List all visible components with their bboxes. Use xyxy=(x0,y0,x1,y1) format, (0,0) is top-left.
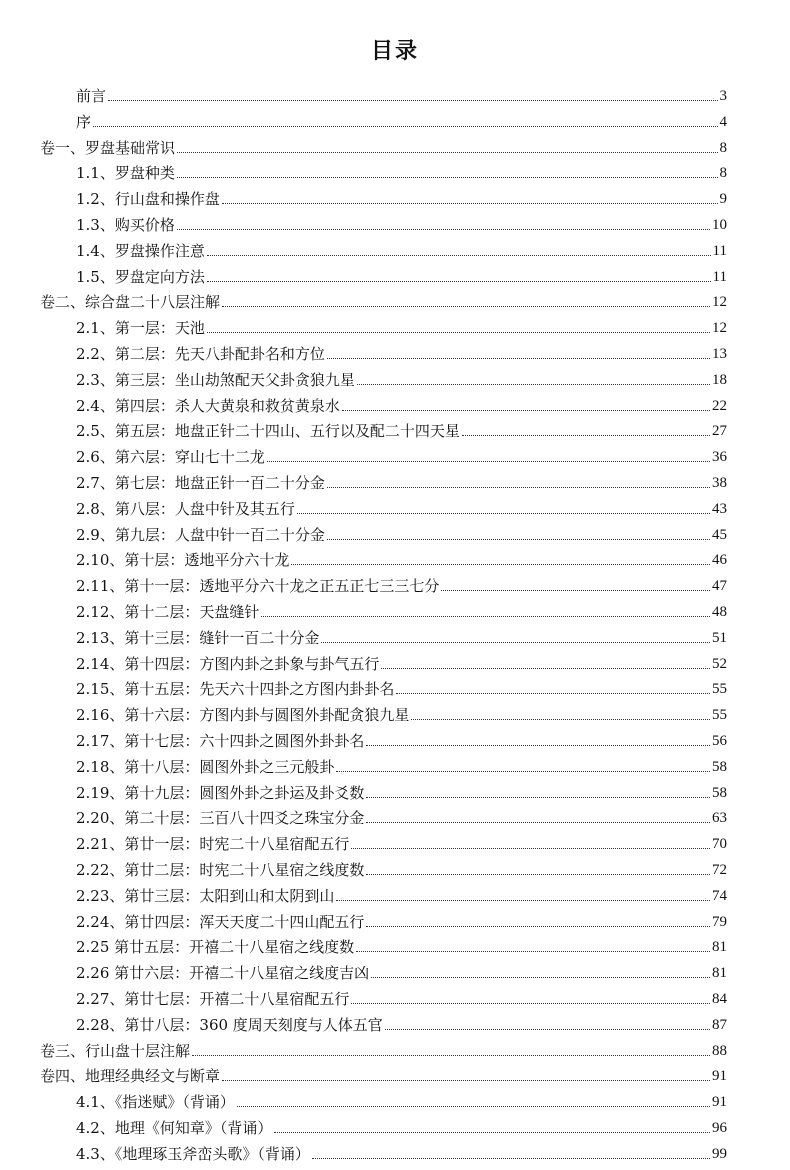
dot-leader xyxy=(207,255,711,256)
toc-entry-page-number: 48 xyxy=(712,604,727,620)
toc-section-entry[interactable] xyxy=(76,189,727,209)
toc-entry-label: 2.13、第十三层：缝针一百二十分金 xyxy=(76,628,320,647)
toc-entry-label: 2.11、第十一层：透地平分六十龙之正五正七三三七分 xyxy=(76,577,440,596)
toc-entry-page-number: 63 xyxy=(712,810,727,827)
toc-entry-label: 1.2、行山盘和操作盘 xyxy=(76,190,220,209)
toc-entry-page-number: 84 xyxy=(712,991,727,1007)
dot-leader xyxy=(327,539,710,540)
toc-entry-page-number: 58 xyxy=(712,784,727,801)
toc-entry-page-number: 45 xyxy=(712,526,727,543)
dot-leader xyxy=(261,616,710,617)
toc-section-entry[interactable] xyxy=(76,499,727,519)
dot-leader xyxy=(356,951,710,952)
toc-entry-page-number: 27 xyxy=(712,423,727,440)
toc-section-entry[interactable] xyxy=(76,963,727,983)
toc-entry-page-number: 46 xyxy=(712,552,727,569)
dot-leader xyxy=(267,461,710,462)
toc-entry-label: 2.18、第十八层：圆图外卦之三元般卦 xyxy=(76,757,335,776)
toc-section-entry[interactable] xyxy=(76,112,727,132)
dot-leader xyxy=(207,332,710,333)
toc-entry-page-number: 11 xyxy=(712,242,727,259)
toc-entry-label: 前言 xyxy=(76,87,107,105)
dot-leader xyxy=(336,900,710,901)
dot-leader xyxy=(192,1055,710,1056)
toc-entry-page-number: 81 xyxy=(712,965,727,982)
toc-section-entry[interactable] xyxy=(76,1144,727,1164)
toc-entry-label: 2.9、第九层：人盘中针一百二十分金 xyxy=(76,525,325,544)
toc-entry-label: 1.4、罗盘操作注意 xyxy=(76,241,205,260)
toc-section-entry[interactable] xyxy=(76,1118,727,1138)
toc-entry-label: 2.12、第十二层：天盘缝针 xyxy=(76,603,260,621)
toc-entry-page-number: 51 xyxy=(712,629,727,646)
toc-entry-label: 4.3、《地理琢玉斧峦头歌》（背诵） xyxy=(76,1144,310,1163)
dot-leader xyxy=(351,1003,710,1004)
toc-entry-page-number: 12 xyxy=(712,294,727,311)
toc-section-entry[interactable] xyxy=(76,1015,727,1035)
page-title: 目录 xyxy=(370,39,419,64)
toc-section-entry[interactable] xyxy=(76,447,727,467)
toc-entry-label: 2.4、第四层：杀人大黄泉和救贫黄泉水 xyxy=(76,396,340,415)
toc-entry-page-number: 70 xyxy=(712,836,727,853)
dot-leader xyxy=(381,668,710,669)
toc-entry-page-number: 36 xyxy=(712,449,727,466)
toc-section-entry[interactable] xyxy=(76,370,727,390)
toc-section-entry[interactable] xyxy=(76,86,727,106)
dot-leader xyxy=(207,281,711,282)
toc-entry-label: 2.10、第十层：透地平分六十龙 xyxy=(76,551,290,570)
toc-entry-label: 2.24、第廿四层：浑天天度二十四山配五行 xyxy=(76,912,365,931)
toc-entry-page-number: 96 xyxy=(712,1120,727,1136)
toc-entry-label: 1.3、购买价格 xyxy=(76,216,175,234)
toc-section-entry[interactable] xyxy=(76,860,727,880)
dot-leader xyxy=(462,435,710,436)
toc-section-entry[interactable] xyxy=(76,525,727,545)
dot-leader xyxy=(177,152,717,153)
toc-entry-page-number: 72 xyxy=(712,862,727,878)
dot-leader xyxy=(327,487,710,488)
toc-entry-label: 2.2、第二层：先天八卦配卦名和方位 xyxy=(76,345,325,363)
toc-entry-page-number: 12 xyxy=(712,320,727,337)
dot-leader xyxy=(177,229,710,230)
toc-entry-label: 2.19、第十九层：圆图外卦之卦运及卦爻数 xyxy=(76,783,365,802)
toc-entry-page-number: 55 xyxy=(712,681,727,698)
dot-leader xyxy=(222,306,710,307)
toc-section-entry[interactable] xyxy=(76,602,727,622)
toc-entry-page-number: 8 xyxy=(719,165,727,182)
toc-section-entry[interactable] xyxy=(76,550,727,570)
toc-chapter-entry[interactable] xyxy=(40,292,727,312)
toc-section-entry[interactable] xyxy=(76,783,727,803)
dot-leader xyxy=(93,126,717,127)
toc-entry-label: 2.1、第一层：天池 xyxy=(76,319,205,338)
toc-entry-label: 2.22、第廿二层：时宪二十八星宿之线度数 xyxy=(76,861,365,879)
dot-leader xyxy=(222,203,718,204)
dot-leader xyxy=(291,564,710,565)
dot-leader xyxy=(366,822,710,823)
dot-leader xyxy=(297,513,710,514)
toc-entry-page-number: 9 xyxy=(719,191,727,208)
toc-section-entry[interactable] xyxy=(76,731,727,751)
toc-entry-page-number: 87 xyxy=(712,1016,727,1033)
toc-entry-page-number: 13 xyxy=(712,346,727,362)
toc-chapter-entry[interactable] xyxy=(40,1041,727,1061)
toc-entry-label: 1.1、罗盘种类 xyxy=(76,164,175,183)
dot-leader xyxy=(222,1080,710,1081)
toc-entry-label: 2.7、第七层：地盘正针一百二十分金 xyxy=(76,474,325,492)
toc-section-entry[interactable] xyxy=(76,163,727,183)
dot-leader xyxy=(366,745,710,746)
toc-entry-label: 2.8、第八层：人盘中针及其五行 xyxy=(76,499,295,518)
toc-entry-page-number: 3 xyxy=(719,88,727,104)
toc-section-entry[interactable] xyxy=(76,396,727,416)
toc-entry-page-number: 91 xyxy=(712,1068,727,1085)
toc-entry-page-number: 88 xyxy=(712,1042,727,1059)
toc-entry-label: 卷四、地理经典经文与断章 xyxy=(40,1067,221,1086)
toc-entry-page-number: 10 xyxy=(712,217,727,233)
dot-leader xyxy=(385,1029,710,1030)
toc-entry-page-number: 99 xyxy=(712,1145,727,1162)
toc-entry-label: 卷二、综合盘二十八层注解 xyxy=(40,293,221,312)
toc-entry-label: 2.6、第六层：穿山七十二龙 xyxy=(76,448,265,467)
toc-entry-label: 2.20、第二十层：三百八十四爻之珠宝分金 xyxy=(76,809,365,828)
dot-leader xyxy=(237,1106,710,1107)
toc-entry-page-number: 18 xyxy=(712,371,727,388)
dot-leader xyxy=(351,848,710,849)
toc-section-entry[interactable] xyxy=(76,912,727,932)
dot-leader xyxy=(441,590,710,591)
toc-section-entry[interactable] xyxy=(76,937,727,957)
toc-section-entry[interactable] xyxy=(76,834,727,854)
toc-entry-label: 序 xyxy=(76,112,92,131)
toc-entry-label: 2.17、第十七层：六十四卦之圆图外卦卦名 xyxy=(76,732,365,750)
dot-leader xyxy=(366,797,710,798)
dot-leader xyxy=(366,874,710,875)
toc-entry-label: 2.14、第十四层：方图内卦之卦象与卦气五行 xyxy=(76,654,380,673)
toc-entry-label: 2.21、第廿一层：时宪二十八星宿配五行 xyxy=(76,835,350,854)
toc-entry-page-number: 47 xyxy=(712,578,727,595)
toc-entry-label: 2.16、第十六层：方图内卦与圆图外卦配贪狼九星 xyxy=(76,706,410,725)
toc-entry-page-number: 56 xyxy=(712,733,727,749)
dot-leader xyxy=(366,926,710,927)
toc-section-entry[interactable] xyxy=(76,576,727,596)
toc-section-entry[interactable] xyxy=(76,421,727,441)
dot-leader xyxy=(411,719,710,720)
toc-entry-label: 4.1、《指迷赋》（背诵） xyxy=(76,1093,235,1112)
toc-section-entry[interactable] xyxy=(76,757,727,777)
dot-leader xyxy=(274,1132,710,1133)
toc-entry-label: 卷三、行山盘十层注解 xyxy=(40,1041,191,1060)
toc-entry-label: 2.15、第十五层：先天六十四卦之方图内卦卦名 xyxy=(76,680,395,699)
toc-section-entry[interactable] xyxy=(76,705,727,725)
dot-leader xyxy=(321,642,710,643)
toc-section-entry[interactable] xyxy=(76,1092,727,1112)
toc-chapter-entry[interactable] xyxy=(40,1066,727,1086)
toc-entry-page-number: 91 xyxy=(712,1094,727,1111)
toc-entry-page-number: 81 xyxy=(712,939,727,956)
dot-leader xyxy=(396,693,710,694)
toc-entry-page-number: 4 xyxy=(719,113,727,130)
toc-entry-label: 2.25 第廿五层：开禧二十八星宿之线度数 xyxy=(76,938,355,957)
dot-leader xyxy=(177,177,718,178)
toc-section-entry[interactable] xyxy=(76,628,727,648)
dot-leader xyxy=(357,384,710,385)
toc-entry-label: 2.23、第廿三层：太阳到山和太阴到山 xyxy=(76,886,335,905)
toc-entry-page-number: 79 xyxy=(712,913,727,930)
toc-section-entry[interactable] xyxy=(76,344,727,364)
toc-section-entry[interactable] xyxy=(76,989,727,1009)
dot-leader xyxy=(327,358,710,359)
toc-entry-page-number: 38 xyxy=(712,475,727,491)
toc-entry-label: 卷一、罗盘基础常识 xyxy=(40,138,176,157)
toc-section-entry[interactable] xyxy=(76,215,727,235)
toc-entry-label: 2.28、第廿八层：360 度周天刻度与人体五官 xyxy=(76,1015,383,1034)
toc-entry-page-number: 43 xyxy=(712,500,727,517)
toc-section-entry[interactable] xyxy=(76,473,727,493)
dot-leader xyxy=(312,1158,710,1159)
toc-entry-page-number: 58 xyxy=(712,758,727,775)
toc-chapter-entry[interactable] xyxy=(40,138,727,158)
dot-leader xyxy=(108,100,717,101)
toc-section-entry[interactable] xyxy=(76,267,727,287)
toc-section-entry[interactable] xyxy=(76,241,727,261)
toc-entry-page-number: 55 xyxy=(712,707,727,724)
toc-entry-label: 2.3、第三层：坐山劫煞配天父卦贪狼九星 xyxy=(76,370,355,389)
toc-entry-page-number: 8 xyxy=(719,139,727,156)
dot-leader xyxy=(342,410,710,411)
toc-section-entry[interactable] xyxy=(76,679,727,699)
toc-section-entry[interactable] xyxy=(76,654,727,674)
toc-entry-label: 2.26 第廿六层：开禧二十八星宿之线度吉凶 xyxy=(76,964,370,983)
toc-entry-label: 4.2、地理《何知章》（背诵） xyxy=(76,1119,273,1137)
toc-section-entry[interactable] xyxy=(76,886,727,906)
toc-entry-page-number: 74 xyxy=(712,887,727,904)
toc-section-entry[interactable] xyxy=(76,808,727,828)
toc-entry-page-number: 22 xyxy=(712,397,727,414)
dot-leader xyxy=(371,977,710,978)
dot-leader xyxy=(336,771,710,772)
toc-entry-label: 2.27、第廿七层：开禧二十八星宿配五行 xyxy=(76,990,350,1008)
toc-entry-label: 1.5、罗盘定向方法 xyxy=(76,267,205,286)
toc-entry-page-number: 11 xyxy=(712,268,727,285)
toc-entry-label: 2.5、第五层：地盘正针二十四山、五行以及配二十四天星 xyxy=(76,422,460,441)
toc-entry-page-number: 52 xyxy=(712,655,727,672)
toc-section-entry[interactable] xyxy=(76,318,727,338)
